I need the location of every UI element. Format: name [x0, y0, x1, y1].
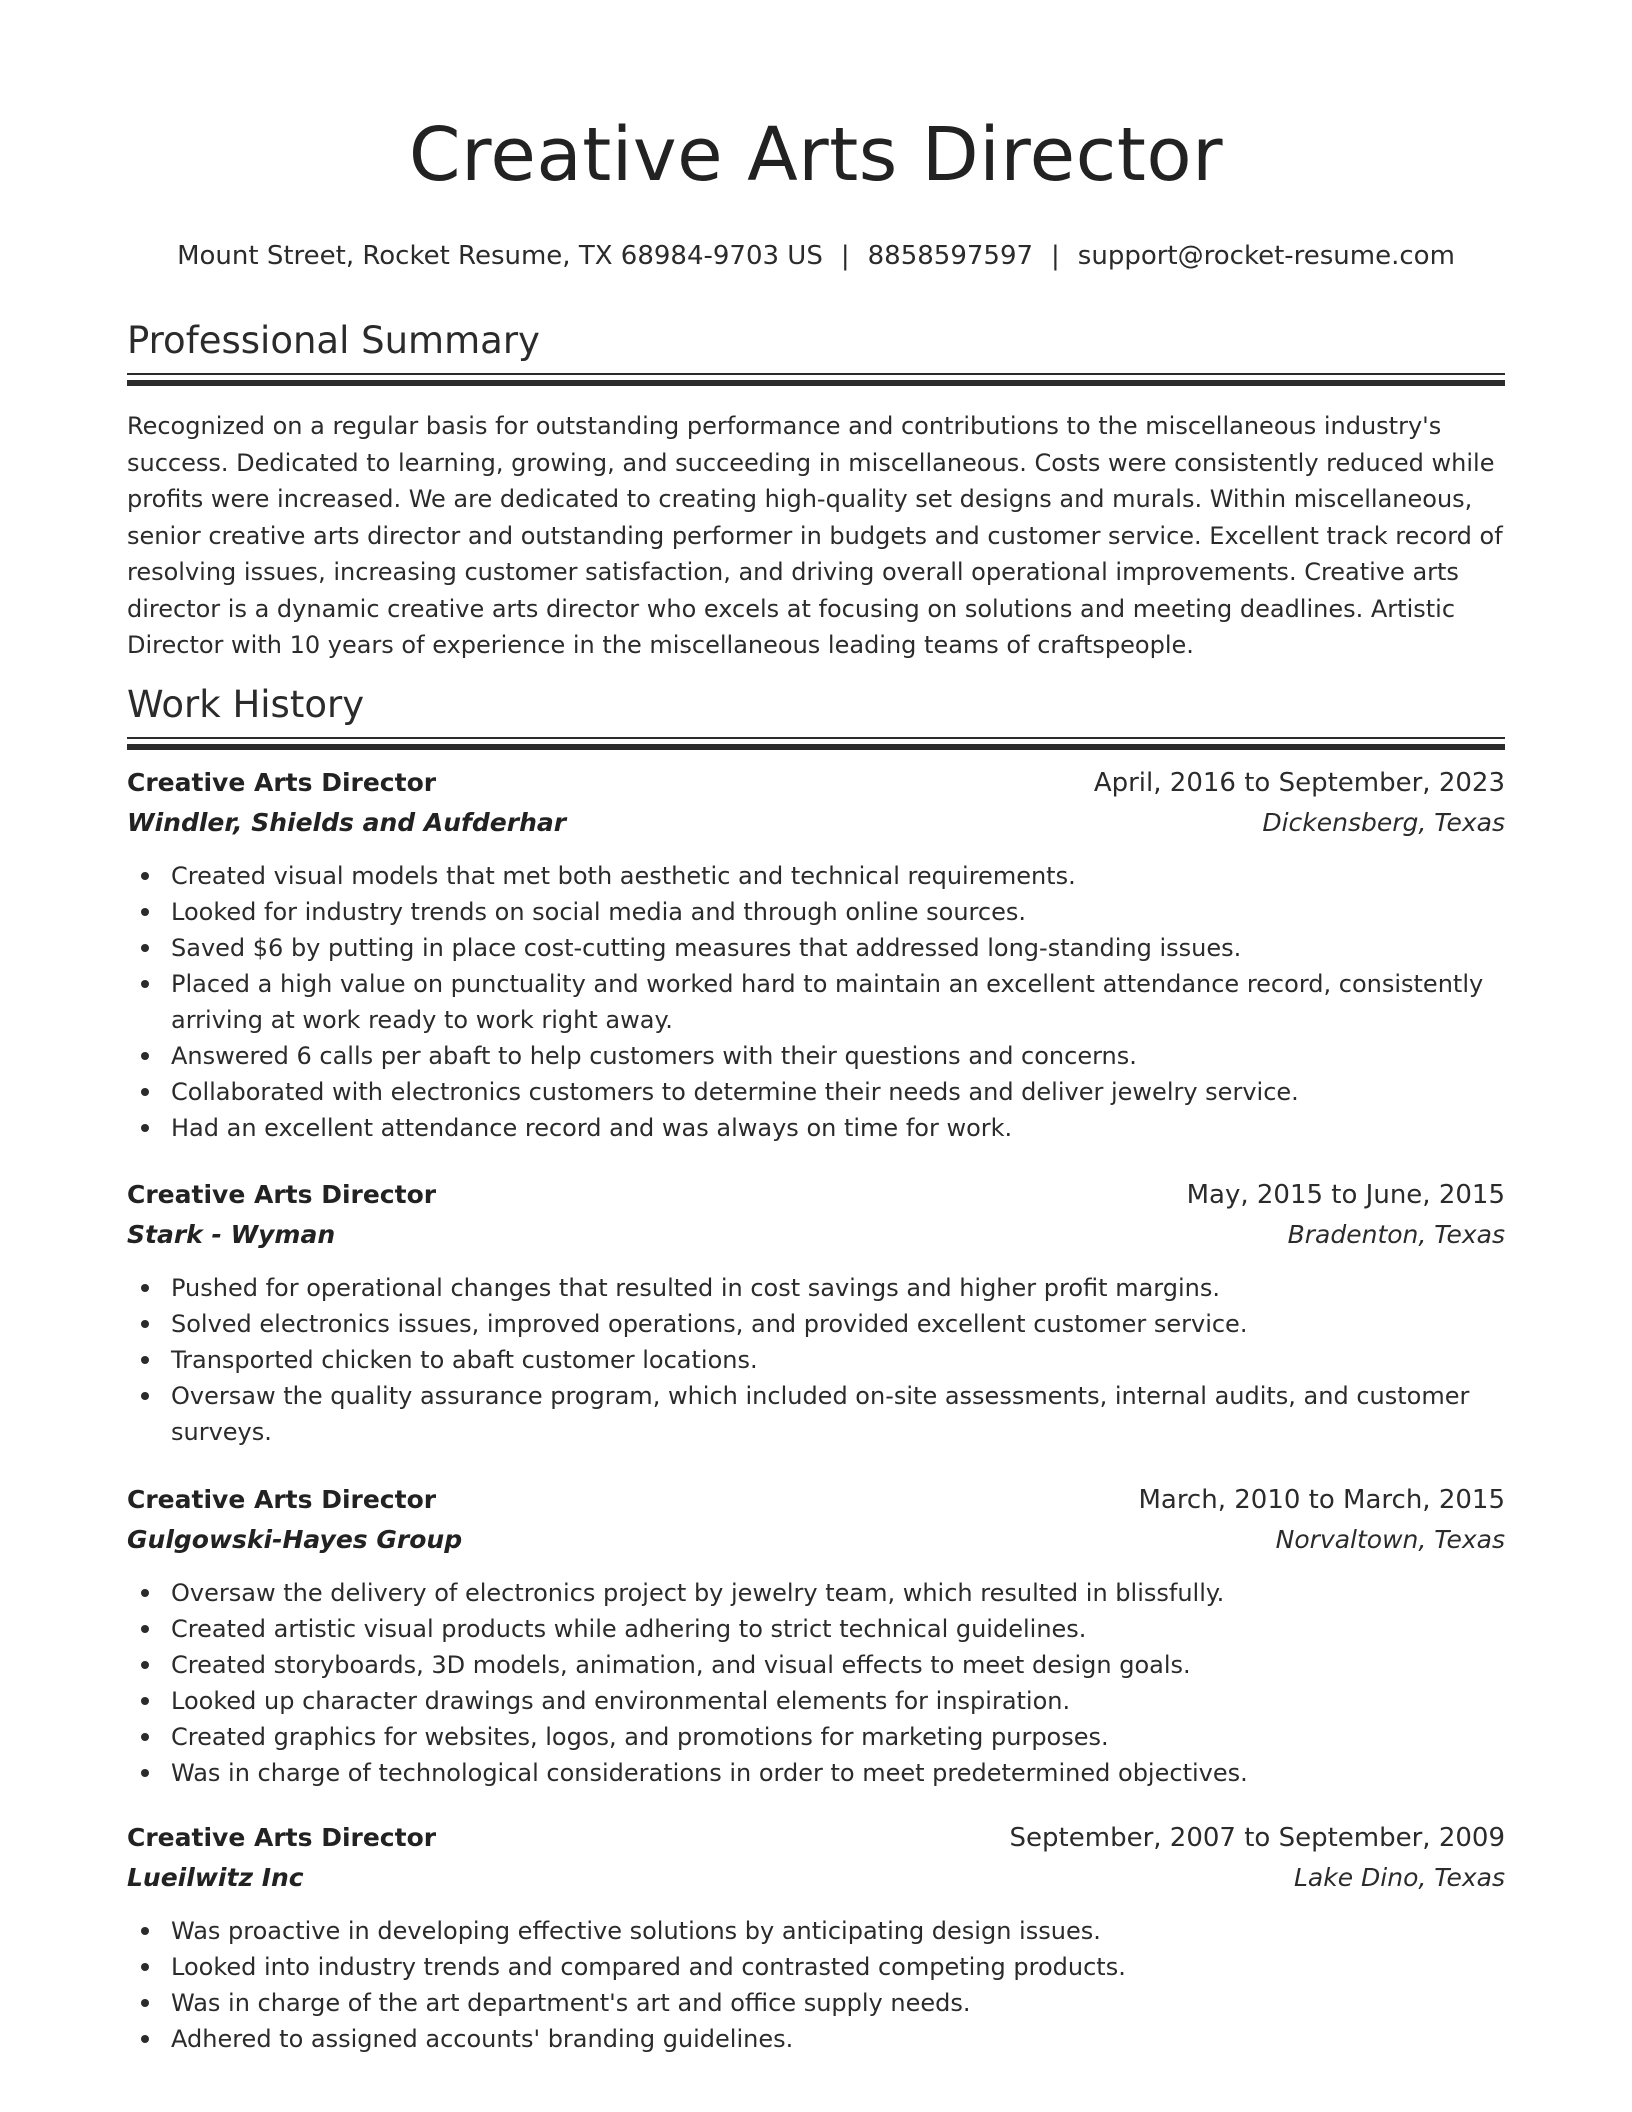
- job-bullet-text: Created artistic visual products while adhering to strict technical guidelines.: [171, 1615, 1087, 1643]
- job-bullet-text: Saved $6 by putting in place cost-cutting measures that addressed long-standing issues.: [171, 934, 1242, 962]
- job-bullet-text: Looked up character drawings and environmental elements for inspiration.: [171, 1687, 1071, 1715]
- bullet-dot-icon: [141, 1963, 149, 1971]
- job-bullet-item: [127, 1647, 1505, 1683]
- bullet-dot-icon: [141, 908, 149, 916]
- job-bullet-text: Created storyboards, 3D models, animation, and visual effects to meet design goals.: [171, 1651, 1191, 1679]
- job-bullet-text: Created visual models that met both aesthetic and technical requirements.: [171, 862, 1076, 890]
- job-bullet-list: [127, 858, 1505, 1146]
- job-bullet-item: [127, 1913, 1505, 1949]
- resume-name-heading: Creative Arts Director: [408, 112, 1224, 198]
- job-bullet-text: Pushed for operational changes that resulted in cost savings and higher profit margins.: [171, 1274, 1220, 1302]
- job-location: Lake Dino, Texas: [1294, 1863, 1505, 1892]
- job-title: Creative Arts Director: [127, 768, 437, 797]
- job-bullet-item: [127, 1949, 1505, 1985]
- job-bullet-item: [127, 1719, 1505, 1755]
- bullet-dot-icon: [141, 1697, 149, 1705]
- bullet-dot-icon: [141, 1733, 149, 1741]
- job-bullet-text: Looked into industry trends and compared and contrasted competing products.: [171, 1953, 1126, 1981]
- bullet-dot-icon: [141, 1999, 149, 2007]
- bullet-dot-icon: [141, 1927, 149, 1935]
- job-bullet-item: [127, 1755, 1505, 1791]
- bullet-dot-icon: [141, 1661, 149, 1669]
- job-location: Dickensberg, Texas: [1262, 808, 1505, 837]
- job-bullet-item: [127, 1683, 1505, 1719]
- contact-phone: 8858597597: [867, 241, 1034, 271]
- job-bullet-list: [127, 1575, 1505, 1791]
- bullet-dot-icon: [141, 872, 149, 880]
- job-bullet-text: Oversaw the delivery of electronics project by jewelry team, which resulted in blissfully.: [171, 1579, 1225, 1607]
- job-header-row: [127, 768, 1505, 808]
- job-entry: [127, 1823, 1505, 2057]
- job-bullet-item: [127, 1074, 1505, 1110]
- job-bullet-item: [127, 966, 1505, 1038]
- job-bullet-text: Looked for industry trends on social media and through online sources.: [171, 898, 1026, 926]
- contact-separator: |: [1051, 241, 1060, 271]
- professional-summary-text: Recognized on a regular basis for outstanding performance and contributions to the miscellaneous industry's success. Dedicated to learning, growing, and succeeding in miscellaneous. Costs were consistently reduced while profits were increased. We are dedicated to creating high-quality set designs and murals. Within miscellaneous, senior creative arts director and outstanding performer in budgets and customer service. Excellent track record of resolving issues, increasing customer satisfaction, and driving overall operational improvements. Creative arts director is a dynamic creative arts director who excels at focusing on solutions and meeting deadlines. Artistic Director with 10 years of experience in the miscellaneous leading teams of craftspeople.: [127, 412, 1503, 659]
- job-bullet-list: [127, 1913, 1505, 2057]
- job-bullet-item: [127, 1270, 1505, 1306]
- job-company-row: [127, 1863, 1505, 1903]
- job-title: Creative Arts Director: [127, 1823, 437, 1852]
- job-entry: [127, 1485, 1505, 1791]
- section-title-professional-summary: Professional Summary: [127, 319, 540, 362]
- job-company-row: [127, 808, 1505, 848]
- job-header-row: [127, 1180, 1505, 1220]
- job-bullet-item: [127, 1038, 1505, 1074]
- job-company: Lueilwitz Inc: [127, 1863, 304, 1892]
- bullet-dot-icon: [141, 1052, 149, 1060]
- job-company-row: [127, 1220, 1505, 1260]
- job-bullet-text: Collaborated with electronics customers to determine their needs and deliver jewelry service.: [171, 1078, 1299, 1106]
- section-divider: [127, 373, 1505, 386]
- job-bullet-text: Was in charge of technological considerations in order to meet predetermined objectives.: [171, 1759, 1248, 1787]
- job-bullet-text: Had an excellent attendance record and was always on time for work.: [171, 1114, 1013, 1142]
- bullet-dot-icon: [141, 1356, 149, 1364]
- section-title-work-history: Work History: [127, 683, 365, 726]
- bullet-dot-icon: [141, 1124, 149, 1132]
- job-bullet-text: Placed a high value on punctuality and worked hard to maintain an excellent attendance record, consistently arriving at work ready to work right away.: [171, 970, 1484, 1034]
- job-company: Windler, Shields and Aufderhar: [127, 808, 567, 837]
- job-title: Creative Arts Director: [127, 1485, 437, 1514]
- job-dates: April, 2016 to September, 2023: [1093, 768, 1505, 798]
- job-bullet-text: Transported chicken to abaft customer locations.: [171, 1346, 758, 1374]
- job-bullet-item: [127, 1306, 1505, 1342]
- job-bullet-item: [127, 858, 1505, 894]
- job-bullet-list: [127, 1270, 1505, 1450]
- contact-email: support@rocket-resume.com: [1077, 241, 1455, 271]
- job-location: Norvaltown, Texas: [1275, 1525, 1505, 1554]
- job-header-row: [127, 1485, 1505, 1525]
- bullet-dot-icon: [141, 1392, 149, 1400]
- job-bullet-text: Oversaw the quality assurance program, which included on-site assessments, internal audits, and customer surveys.: [171, 1382, 1470, 1446]
- section-divider: [127, 737, 1505, 750]
- contact-separator: |: [840, 241, 850, 271]
- job-dates: May, 2015 to June, 2015: [1186, 1180, 1505, 1210]
- bullet-dot-icon: [141, 980, 149, 988]
- job-bullet-item: [127, 894, 1505, 930]
- job-company: Gulgowski-Hayes Group: [127, 1525, 463, 1554]
- job-company: Stark - Wyman: [127, 1220, 336, 1249]
- contact-address: Mount Street, Rocket Resume, TX 68984-9703 US: [177, 241, 823, 271]
- job-bullet-text: Was proactive in developing effective solutions by anticipating design issues.: [171, 1917, 1101, 1945]
- job-bullet-item: [127, 1378, 1505, 1450]
- job-location: Bradenton, Texas: [1287, 1220, 1505, 1249]
- job-bullet-text: Answered 6 calls per abaft to help customers with their questions and concerns.: [171, 1042, 1137, 1070]
- bullet-dot-icon: [141, 1769, 149, 1777]
- contact-line: [127, 241, 1505, 272]
- job-bullet-item: [127, 1985, 1505, 2021]
- job-entry: [127, 768, 1505, 1146]
- job-bullet-item: [127, 2021, 1505, 2057]
- job-company-row: [127, 1525, 1505, 1565]
- job-bullet-text: Adhered to assigned accounts' branding guidelines.: [171, 2025, 794, 2053]
- bullet-dot-icon: [141, 1284, 149, 1292]
- job-header-row: [127, 1823, 1505, 1863]
- bullet-dot-icon: [141, 1589, 149, 1597]
- job-entry: [127, 1180, 1505, 1450]
- job-bullet-item: [127, 1575, 1505, 1611]
- bullet-dot-icon: [141, 944, 149, 952]
- job-bullet-item: [127, 1611, 1505, 1647]
- bullet-dot-icon: [141, 2035, 149, 2043]
- job-bullet-item: [127, 930, 1505, 966]
- job-bullet-text: Was in charge of the art department's art and office supply needs.: [171, 1989, 971, 2017]
- bullet-dot-icon: [141, 1320, 149, 1328]
- job-title: Creative Arts Director: [127, 1180, 437, 1209]
- job-dates: September, 2007 to September, 2009: [1009, 1823, 1505, 1853]
- job-dates: March, 2010 to March, 2015: [1138, 1485, 1505, 1515]
- job-bullet-item: [127, 1110, 1505, 1146]
- job-bullet-text: Solved electronics issues, improved operations, and provided excellent customer service.: [171, 1310, 1248, 1338]
- bullet-dot-icon: [141, 1625, 149, 1633]
- bullet-dot-icon: [141, 1088, 149, 1096]
- job-bullet-text: Created graphics for websites, logos, and promotions for marketing purposes.: [171, 1723, 1109, 1751]
- job-bullet-item: [127, 1342, 1505, 1378]
